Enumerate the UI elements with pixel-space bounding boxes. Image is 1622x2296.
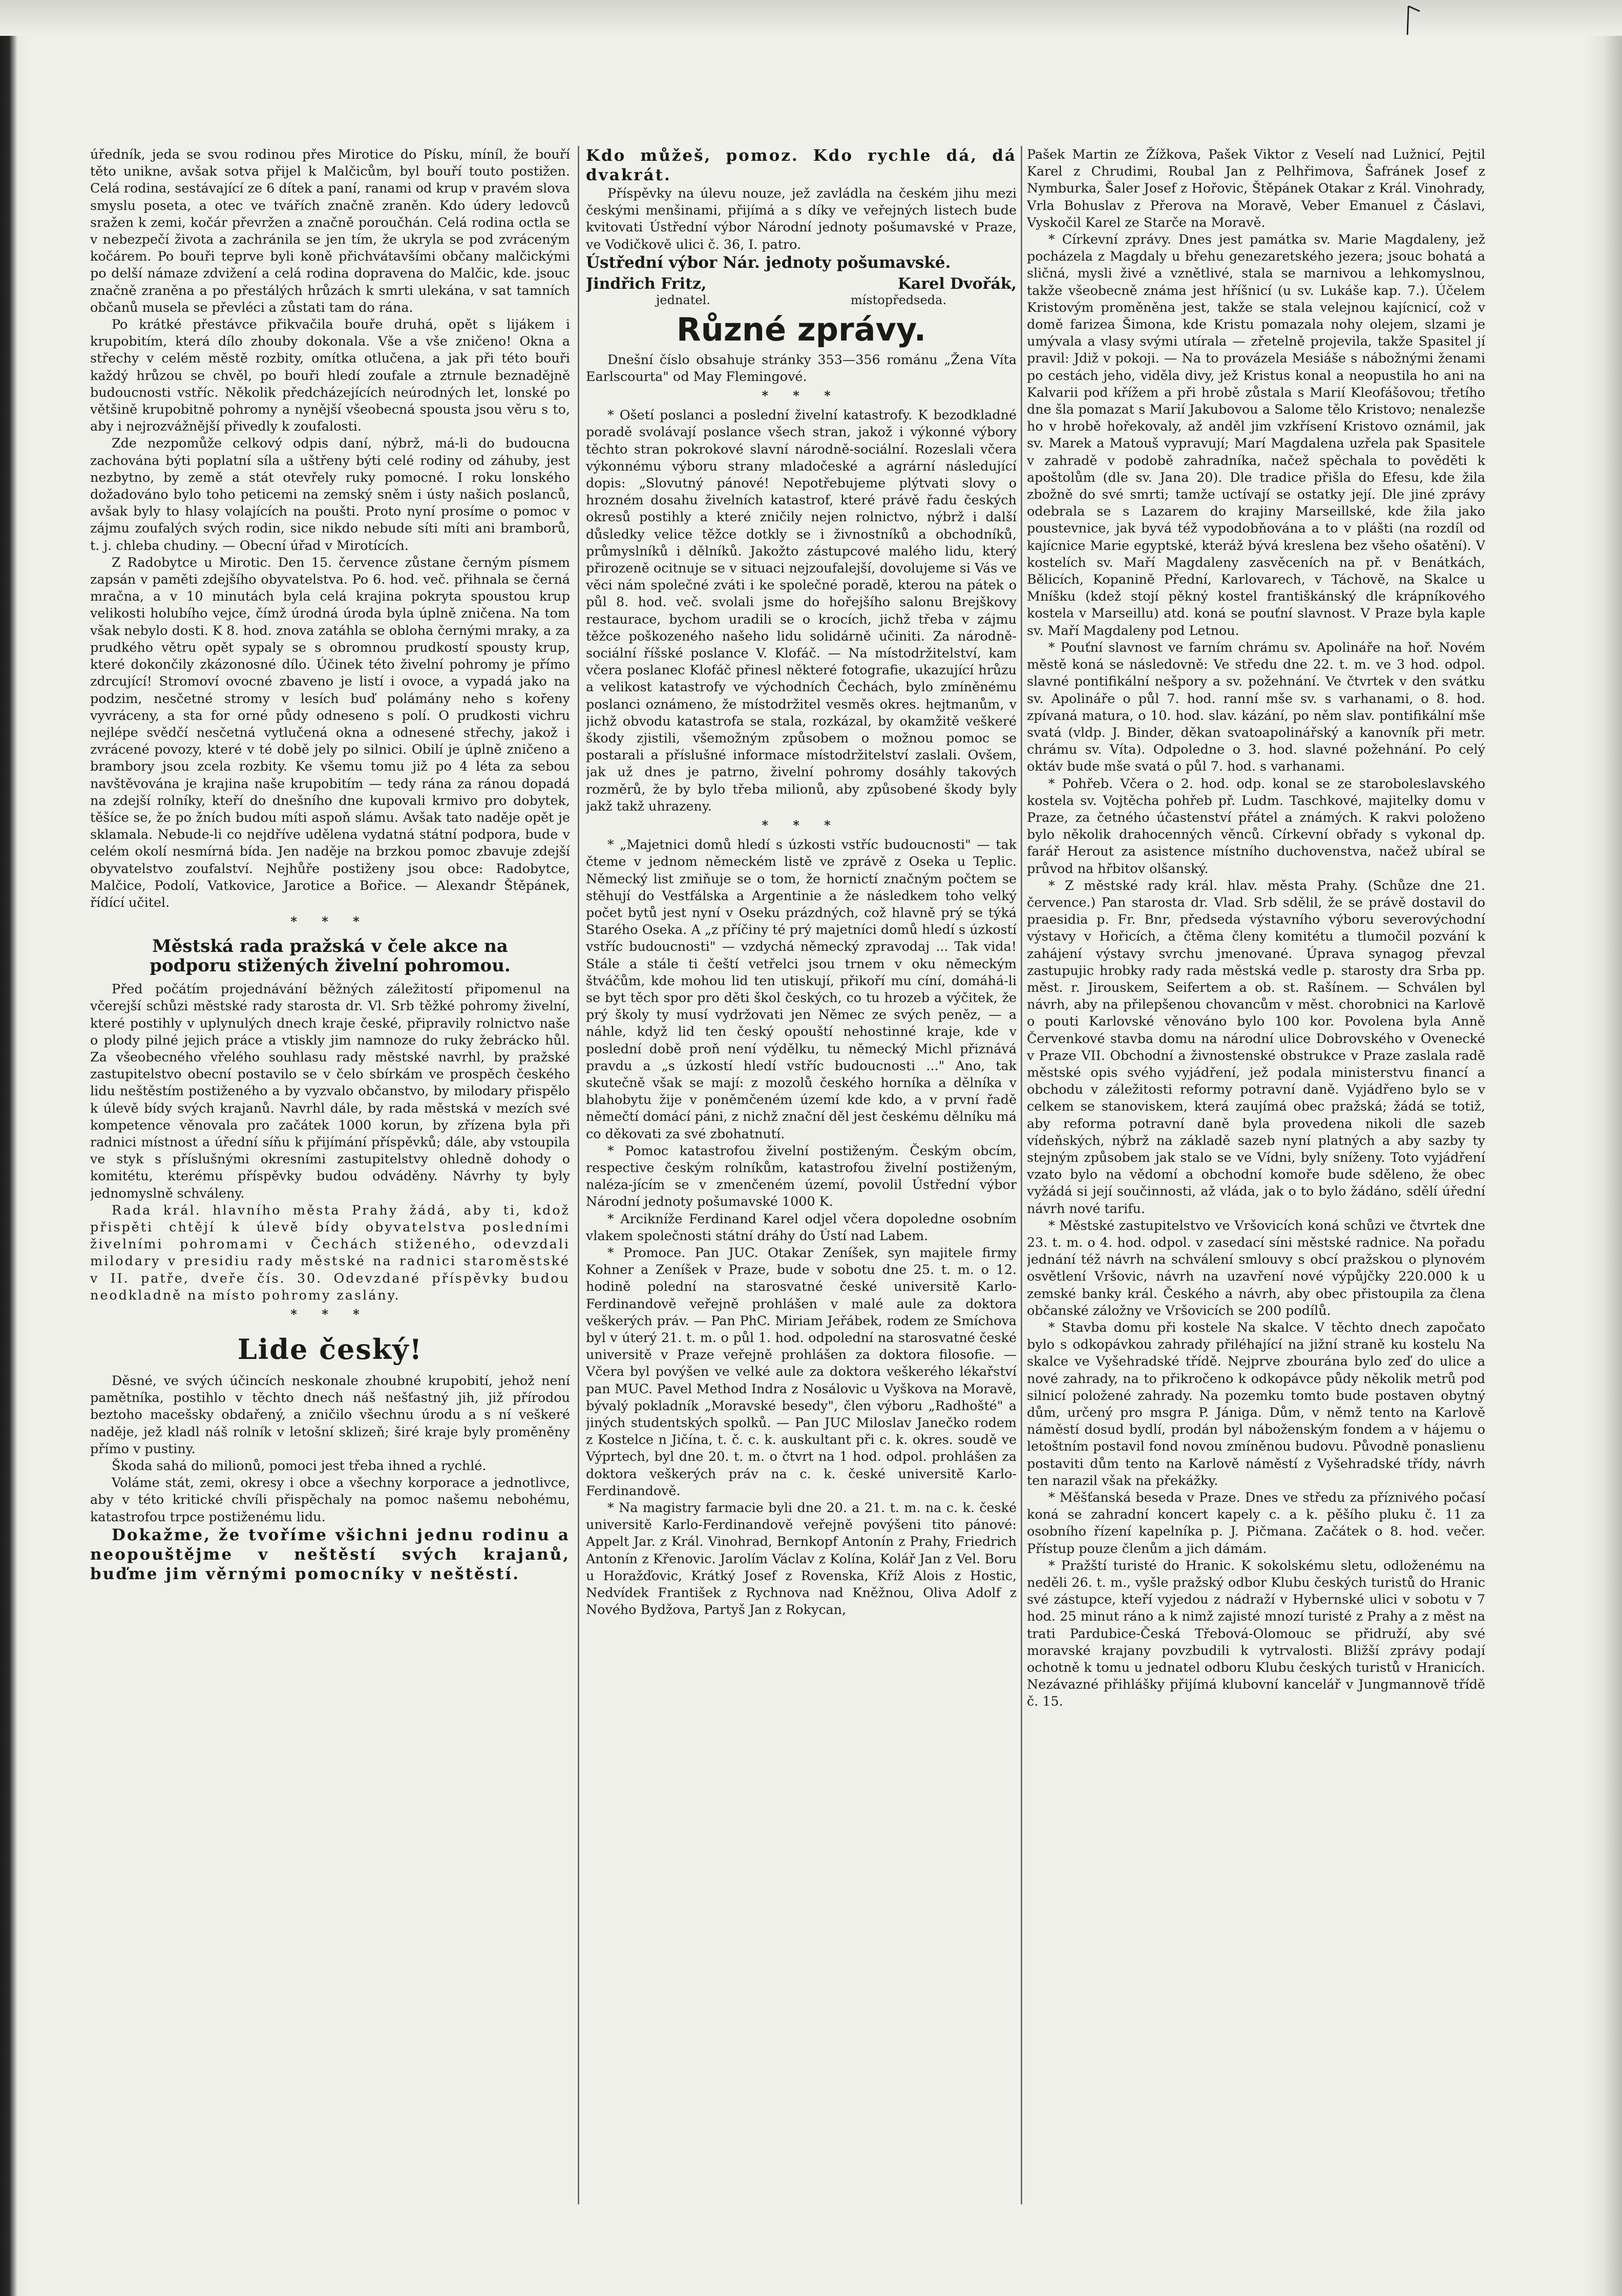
news-item: * „Majetnici domů hledí s úzkosti vstříc budoucnosti" — tak čteme v jednom německém listě ve zprávě z Oseka u Teplic. Německý list zmiňuje se o tom, že hornictí značným počtem se stěhují do Vestfálska a Argentinie a že následkem toho velký počet bytů jest nyní v Oseku prázdných, což hlavně prý se týká Starého Oseka. A „z příčiny té prý majetníci domů hledí s úzkostí vstříc budoucnosti" — vzdychá německý zpravodaj ... Tak vida! Stále a stále ti čeští vetřelci jsou trnem v oku německým štváčům, kde mohou lid ten utiskují, přikoří mu cíní, domáhá-li se byt těch spor pro děti škol českých, co tu hrozeb a výčitek, že prý školy ty musí vydržovati jen Němec ze svých peněz, — a náhle, když lid ten český opouští nehostinné kraje, kde v poslední době proň není výdělku, tu německý Michl přiznává pravdu a „s úzkostí hledí vstříc budoucnosti ..." Ano, tak skutečně však se mají: z mozolů českého horníka a dělníka v blahobytu žije v poněmčeném území kde kdo, a v první řadě němečtí domácí páni, z nichž znační děl jest českému dělníku má co děkovati za své zbohatnutí. <box>586 837 1017 1141</box>
section-separator: * * * <box>290 1307 370 1322</box>
news-item: * Pouťní slavnost ve farním chrámu sv. Apolináře na hoř. Novém městě koná se následovně: Ve středu dne 22. t. m. ve 3 hod. odpol. slavné pontifikální nešpory a sv. požehnání. Ve čtvrtek v den svátku sv. Apolináře o půl 7. hod. ranní mše sv. s varhanami, o 8. hod. zpívaná matura, o 10. hod. slav. kázání, po něm slav. pontifikální mše svatá (vldp. J. Binder, děkan svatoapolinářský a kanovník při metr. chrámu sv. Víta). Odpoledne o 3. hod. slavné požehnání. Po celý oktáv bude mše svatá o půl 7. hod. s varhanami. <box>1027 639 1485 774</box>
signature-name: Karel Dvořák, <box>897 274 1017 293</box>
corner-mark-icon <box>1404 4 1424 37</box>
appeal-headline: Lide český! <box>237 1333 423 1366</box>
news-item: * Městské zastupitelstvo ve Vršovicích koná schůzi ve čtvrtek dne 23. t. m. o 4. hod. odpol. v zasedací síni městské radnice. Na pořadu jednání též návrh na schválení smlouvy s obcí pražskou o plynovém osvětlení Vršovic, návrh na uzavření nové výpůjčky 220.000 k u zemské banky král. Českého a návrh, aby obec přistoupila za člena občanské záložny ve Vršovicích se 200 podílů. <box>1027 1217 1485 1318</box>
paragraph: úředník, jeda se svou rodinou přes Mirotice do Písku, míníl, že bouří těto unikne, avšak sotva přijel k Malčicům, byl bouří touto postižen. Celá rodina, sestávající ze 6 dítek a paní, ranami od krup v pravém slova smyslu poseta, a otec ve tvářích značně zraněn. Kdo údery ledovců sražen k zemi, kočár převržen a značně poroučhán. Celá rodina octla se v nebezpečí života a zachránila se jen tím, že ukryla se pod zvráceným kočárem. Po bouři teprve byli koně přichvátavšími občany malčickými po delší námaze zdvižení a celá rodina dopravena do Malčic, kde. jsouc značně zraněna a po přestálých hrůzách k smrti ulekána, v sat tamních občanů musela se převléci a zůstati tam do rána. <box>90 146 570 315</box>
top-margin-shade <box>0 0 1622 36</box>
signature-name: Jindřich Fritz, <box>586 274 707 293</box>
article-headline <box>90 937 570 975</box>
column-right <box>1027 146 1485 2169</box>
column-rule-2 <box>1021 146 1022 2204</box>
news-item: * Z městské rady král. hlav. města Prahy. (Schůze dne 21. července.) Pan starosta dr. Vlad. Srb sdělil, že se právě dostavil do praesidia p. Fr. Bnr, předseda výstavního výboru severovýchodní výstavy v Hořicích, a čtěma členy komitétu a tlumočil pozvání k zahájení výstavy svrchu jmenované. Úprava synagog převzal zastupujic hrobky rady rada městská vedle p. starosty dra Srba pp. měst. r. Jirouskem, Seifertem a ob. st. Rašínem. — Schválen byl návrh, aby na přilepšenou chovancům v měst. chorobnici na Karlově o pouti Karlovské věnováno bylo 100 kor. Povolena byla Anně Červenkové stavba domu na národní ulice Dobrovského v Ovenecké v Praze VII. Obchodní a živnostenské obstrukce v Praze zaslala radě městské opis svého vyjádření, jež podala ministerstvu financí a obchodu v záležitosti reformy potravní daně. Vyjádřeno bylo se v celkem se stanoviskem, která zaujímá obec pražská; žádá se totiž, aby reforma potravní daně byla provedena nikoli dle sazeb vídeňských, nýbrž na základě sazeb nyní platných a aby sazby ty stejným způsobem jak stalo se ve Vídni, byly sníženy. Toto vyjádření vzato bylo na vědomí a obchodní komoře bude sděleno, že obec vyžádá si její součinnosti, až vláda, jak o to bylo žádáno, sdělí úřední návrh nové tarifu. <box>1027 877 1485 1216</box>
section-separator: * * * <box>290 914 370 929</box>
headline-line: podporu stižených živelní pohromou. <box>150 955 511 976</box>
news-item: * Promoce. Pan JUC. Otakar Zeníšek, syn majitele firmy Kohner a Zeníšek v Praze, bude v sobotu dne 25. t. m. o 12. hodině polední na starosvatné české universitě Karlo-Ferdinandově veřejně prohlášen v malé aule za doktora veškerých práv. — Pan PhC. Miriam Jeřábek, rodem ze Smíchova byl v úterý 21. t. m. o půl 1. hod. odpolední na starosvatné české universitě v Praze veřejně prohlášen za doktora filosofie. — Včera byl povýšen ve velké aule za doktora veškerého lékařství pan MUC. Pavel Method Indra z Nosálovic u Vyškova na Moravě, bývalý pokladník „Moravské besedy", člen výboru „Radhošté" a jiných studentských spolků. — Pan JUC Miloslav Janečko rodem z Kostelce n Jičína, t. č. c. k. auskultant při c. k. okres. soudě ve Výprtech, byl dne 20. t. m. o čtvrt na 1 hod. odpol. prohlášen za doktora veškerých práv na c. k. české universitě Karlo-Ferdinandově. <box>586 1244 1017 1498</box>
column-middle <box>586 146 1017 2169</box>
paragraph: Škoda sahá do milionů, pomoci jest třeba ihned a rychlé. <box>112 1458 487 1474</box>
signature-roles <box>586 293 1017 307</box>
headline-line: Městská rada pražská v čele akce na <box>152 936 508 957</box>
paragraph: Příspěvky na úlevu nouze, jež zavládla na českém jihu mezi českými menšinami, přijímá a s díky ve veřejných listech bude kvitovati Ústřední výbor Národní jednoty pošumavské v Praze, ve Vodičkově ulici č. 36, I. patro. <box>586 185 1017 252</box>
news-item: * Arcikníže Ferdinand Karel odjel včera dopoledne osobním vlakem společnosti státní dráhy do Ústí nad Labem. <box>586 1210 1017 1243</box>
section-headline: Různé zprávy. <box>676 310 926 348</box>
signature-row <box>586 275 1017 293</box>
section-separator: * * * <box>762 818 841 833</box>
signature-role: místopředseda. <box>850 292 946 307</box>
slogan: Kdo můžeš, pomoz. Kdo rychle dá, dá dvakrát. <box>586 146 1017 184</box>
paragraph: Zde nezpomůže celkový odpis daní, nýbrž, má-li do budoucna zachována býti poplatní síla a uštřeny býti celé rodiny od záhuby, jest nezbytno, by země a stát otevřely ruky pomocné. I roku lonského dožadováno bylo toho peticemi na zemský sněm i ústy našich poslanců, avšak byly to hlasy volajících na poušti. Proto nyní prosíme o pomoc v zájmu zoufalých svých rodin, sice nikdo nebude síti míti ani bramborů, t. j. chleba chudiny. — Obecní úřad v Mirotících. <box>90 435 570 553</box>
news-item: * Pohřeb. Včera o 2. hod. odp. konal se ze staroboleslavského kostela sv. Vojtěcha pohřeb př. Ludm. Taschkové, majitelky domu v Praze, za četného účastenství přátel a známých. K rakvi položeno bylo několik drahocenných věnců. Církevní obřady s vykonal dp. farář Herout za asistence místního duchovenstva, načež ubíral se průvod na hřbitov olšanský. <box>1027 775 1485 876</box>
news-item: * Stavba domu při kostele Na skalce. V těchto dnech započato bylo s odkopávkou zahrady přiléhající na jižní straně ku kostelu Na skalce ve Vyšehradské třídě. Nejprve zbourána bylo zeď do ulice a nové zahrady, na to přikročeno k odkopávce půdy několik metrů pod silnicí položené zahrady. Na pozemku tomto bude postaven obytný dům, určený pro msgra P. Jániga. Dům, v němž tento na Karlově náměstí dosud bydlí, prodán byl náboženským fondem a v hájemu o letoštním postavil fond novou zmíněnou budovu. Původně ponaslienu postaviti dům tento na Karlově náměstí z Vyšehradské třídy, návrh ten narazil však na překážky. <box>1027 1320 1485 1488</box>
section-separator: * * * <box>762 388 841 403</box>
paragraph: Děsné, ve svých účincích neskonale zhoubné krupobití, jehož není pamětníka, postihlo v těchto dnech náš nešťastný jih, již přírodou beztoho macešsky obdařený, a zničilo všechnu úrodu a s ní veškeré naděje, jež kladl náš rolník v letošní sklizeň; širé kraje byly proměněny přímo v pustiny. <box>90 1373 570 1456</box>
column-left <box>90 146 570 2169</box>
news-item: * Pražští turisté do Hranic. K sokolskému sletu, odloženému na neděli 26. t. m., vyšle pražský odbor Klubu českých turistů do Hranic své zástupce, kteří vyjedou z nádraží v Hybernské ulici v sobotu v 7 hod. 25 minut ráno a k nimž zajisté mnozí turisté z Prahy a z měst na trati Pardubice-Česká Třebová-Olomouc se přidruží, aby své moravské krajany povzbudili k vytrvalosti. Bližší zprávy podají ochotně k tomu u jednatel odboru Klubu českých turistů v Hranicích. Nezávazné přihlášky přijímá klubovní kancelář v Jungmannově třídě č. 15. <box>1027 1557 1485 1709</box>
paragraph: Voláme stát, zemi, okresy i obce a všechny korporace a jednotlivce, aby v této kritické chvíli přispěchaly na pomoc našemu nebohému, katastrofou trpce postiženému lidu. <box>90 1475 570 1524</box>
organization-name: Ústřední výbor Nár. jednoty pošumavské. <box>586 253 951 272</box>
news-item: * Měšťanská beseda v Praze. Dnes ve středu za příznivého počasí koná se zahradní koncert kapely c. a k. pěšího pluku č. 11 za osobního řízení kapelníka p. J. Pičmana. Začátek o 8. hod. večer. Přístup pouze členům a jich dámám. <box>1027 1490 1485 1556</box>
paragraph: Z Radobytce u Mirotic. Den 15. července zůstane černým písmem zapsán v paměti zdejšího obyvatelstva. Po 6. hod. več. přihnala se černá mračna, a v 10 minutách byla celá krajina pokryta spoustou krup velikosti holubího vejce, čímž úrodná úroda byla úplně zničena. Na tom však nebylo dosti. K 8. hod. znova zatáhla se obloha černými mraky, a za prudkého větru opět sypaly se s obromnou prudkostí spousty krup, které dokončily zkázonosné dílo. Účinek této živelní pohromy je přímo zdrcující! Stromoví ovocné zbaveno je listí i ovoce, a vypadá jako na podzim, nesčetné stromy v lesích buď polámány neho s kořeny vyvráceny, a sta for orné půdy odneseno s polí. O prudkosti vichru nejlépe svědčí nesčetná vytlučená okna a odnesené střechy, jakož i zvrácené povozy, které v té době jely po silnici. Obilí je úplně zničeno a brambory jsou zcela rozbity. Ke všemu tomu již po 4 léta za sebou navštěvována je krajina naše krupobitím — tedy rána za ránou dopadá na zdejší rolníky, kteří do dnešního dne kupovali krmivo pro dobytek, těšíce se, že po žních budou míti aspoň slámu. Avšak tato naděje opět je sklamala. Nebude-li co nejdříve udělena vydatná státní podpora, bude v celém okolí nesmírná bída. Jen naděje na brzkou pomoc zbavuje zdejší obyvatelstvo zoufalství. Nejhůře postiženy jsou obce: Radobytce, Malčice, Podolí, Vatkovice, Jarotice a Bořice. — Alexandr Štěpánek, řídící učitel. <box>90 554 570 910</box>
paragraph: Před počátím projednávání běžných záležitostí připomenul na včerejší schůzi městské rady starosta dr. Vl. Srb těžké pohromy živelní, které postihly v uplynulých dnech kraje české, připravily rolnictvo naše o plody pilné jejich práce a vtiskly jim namnoze do ruky žebrácko hůl. Za všeobecného vřelého souhlasu rady městské navrhl, by pražské zastupitelstvo obecní postavilo se v čelo sbírkám ve prospěch českého lidu neštěstím postiženého a by vyzvalo občanstvo, by milodary přispělo k úlevě bídy svých krajanů. Navrhl dále, by rada městská v mezích své kompetence věnovala pro začátek 1000 korun, by zřízena byla při radnici místnost a úřední síňu k přijímání příspěvků; dále, aby vstoupila ve styk s příslušnými okresními zastupitelstvy ohledně dohody o komitétu, kterému příspěvky budou odváděny. Návrhy ty byly jednomyslně schváleny. <box>90 981 570 1201</box>
paragraph: Pašek Martin ze Žížkova, Pašek Viktor z Veselí nad Lužnicí, Pejtil Karel z Chrudimi, Roubal Jan z Pelhřimova, Šafránek Josef z Nymburka, Šaler Josef z Hořovic, Štěpánek Otakar z Král. Vinohrady, Vrla Bohuslav z Přerova na Moravě, Veber Emanuel z Čáslavi, Vyskočil Karel ze Starče na Moravě. <box>1027 146 1485 230</box>
paragraph-emphasis: Dokažme, že tvoříme všichni jednu rodinu a neopouštějme v neštěstí svých krajanů, buďme jim věrnými pomocníky v neštěstí. <box>90 1525 570 1583</box>
paragraph: Dnešní číslo obsahuje stránky 353—356 románu „Žena Víta Earlscourta" od May Flemingové. <box>586 351 1017 385</box>
paragraph: Po krátké přestávce přikvačila bouře druhá, opět s lijákem i krupobitím, která dílo zhouby dokonala. Vše a vše zničeno! Okna a střechy v celém městě rozbity, omítka otlučena, a jak při této bouři každý hrůzou se chvěl, po bouři hledí zoufale a ztrnule beznadějně budoucnosti vstříc. Několik předcházejících neúrodných let, lonské po většině krupobitně pohromy a nynější všeobecná spousta jsou věru s to, aby i nejrozvážnější přivedly k zoufalosti. <box>90 316 570 434</box>
paragraph: Rada král. hlavního města Prahy žádá, aby ti, kdož přispěti chtějí k úlevě bídy obyvatelstva posledními živelními pohromami v Čechách stiženého, odevzdali milodary v presidiu rady městské na radnici staroměstské v II. patře, dveře čís. 30. Odevzdané příspěvky budou neodkladně na místo pohromy zaslány. <box>90 1202 570 1303</box>
column-rule-1 <box>578 146 579 2204</box>
signature-role: jednatel. <box>656 292 710 307</box>
news-item: * Ošetí poslanci a poslední živelní katastrofy. K bezodkladné poradě svolávají poslance všech stran, jakož i výkonné výbory těchto stran pokrokové slavní národně-sociální. Rozeslali včera výkonnému výboru strany mladočeské a agrární následující dopis: „Slovutný pánové! Nepotřebujeme plýtvati slovy o hrozném dosahu živelních katastrof, které právě řadu českých okresů postihly a které zničily nejen rolnictvo, nýbrž i další důsledky velice těžce dotkly se i živnostníků a obchodníků, průmyslníků i dělníků. Jakožto zástupcové malého lidu, který přirozeně ocitnuje se v situaci nejzoufalejší, dovolujeme si Vás ve věci nám společné zváti i ke společné poradě, kterou na pátek o půl 8. hod. več. svolali jsme do hořejšího salonu Brejškovy restaurace, bychom uradili se o krocích, jichž třeba v zájmu těžce poškozeného našeho lidu solidárně učiniti. Za národně-sociální říšské poslance V. Klofáč. — Na místodržitelství, kam včera poslanec Klofáč přinesl některé fotografie, ukazující hrůzu a velikost katastrofy ve východních Čechách, bylo zmíněnému poslanci oznámeno, že místodržitel vesměs okres. hejtmanům, v jichž obvodu katastrofa se stala, rozkázal, by okamžitě veškeré škody zjistili, všemožným způsobem o možnou pomoc se postarali a příslušné informace místodržitelství zaslali. Ovšem, jak už dnes je patrno, živelní pohromy dosáhly takových rozměrů, že by bylo třeba milionů, aby způsobené škody byly jakž takž uhrazeny. <box>586 407 1017 814</box>
news-item: * Na magistry farmacie byli dne 20. a 21. t. m. na c. k. české universitě Karlo-Ferdinandově veřejně povýšeni tito pánové: Appelt Jar. z Král. Vinohrad, Bernkopf Antonín z Prahy, Friedrich Antonín z Křenovic. Jarolím Václav z Kolína, Kolář Jan z Vel. Boru u Horažďovic, Krátký Josef z Rovenska, Kříž Alois z Hostic, Nedvídek František z Rychnova nad Kněžnou, Oliva Adolf z Nového Bydžova, Partyš Jan z Rokycan, <box>586 1500 1017 1618</box>
news-item: * Pomoc katastrofou živelní postiženým. Českým obcím, respective českým rolníkům, katastrofou živelní postiženým, naléza-jícím se v zmenčeném území, povolil Ústřední výbor Národní jednoty pošumavské 1000 K. <box>586 1142 1017 1209</box>
news-item: * Církevní zprávy. Dnes jest památka sv. Marie Magdaleny, jež pocházela z Magdaly u břehu genezaretského jezera; jsouc bohatá a sličná, mysli živé a vznětlivé, stala se marnivou a lehkomyslnou, takže všeobecně známa jest hříšnicí (u sv. Lukáše kap. 7.). Účelem Kristovým proměněna jest, takže se stala velejnou kajícnicí, což v domě farizea Šimona, kde Kristu pomazala nohy olejem, slzami je umývala a vlasy svými utírala — zřetelně projevila, takže Spasitel jí pravil: Jdiž v pokoji. — Na to provázela Mesiáše s nábožnými ženami po cestách jeho, viděla divy, jež Kristus konal a neopustila ho ani na Kalvarii pod křížem a při hrobě zůstala s Marií Kleofášovou; třetího dne šla pomazat s Marií Jakubovou a Salome tělo Kristovo; nenalezše ho v hrobě hořekovaly, až anděl jim vzkřísení Kristovo oznámil, jak sv. Marek a Matouš vypravují; Marí Magdalena uzřela pak Spasitele v zahradě v podobě zahradníka, načež spěchala to pověděti k apoštolům (dle sv. Jana 20). Dle tradice přišla do Efesu, kde žila zbožně do své smrti; tamže uctívají se ostatky její. Dle jiné zprávy odebrala se s Lazarem do krajiny Marseillské, kde žila jako poustevnice, jak byvá též vypodobňována a to v plášti (na rozdíl od kajícnice Marie egyptské, kteráž bývá kreslena bez všeho ošatění). V kostelích sv. Maří Magdaleny zasvěceních na př. v Benátkách, Bělicích, Kopanině Přední, Karlovarech, v Táchově, na Skalce u Mníšku (kdež stojí pěkný kostel františkánský dle krápníkového kostela v Marseillu) atd. koná se pouťní slavnost. V Praze byla kaple sv. Maří Magdaleny pod Letnou. <box>1027 231 1485 638</box>
